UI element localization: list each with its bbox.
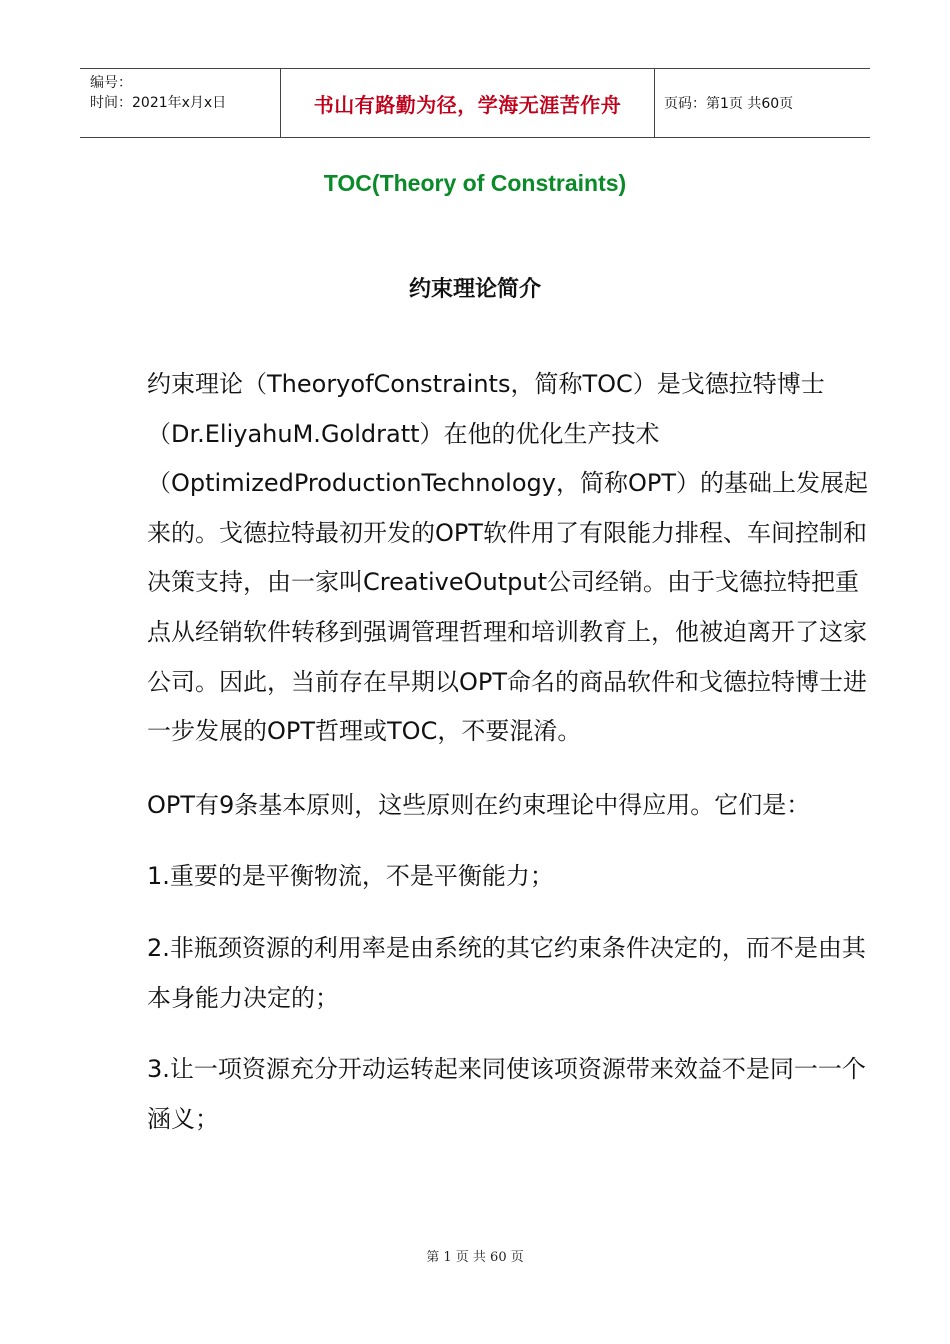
header-meta-cell <box>80 69 281 137</box>
principle-item-1: 1.重要的是平衡物流，不是平衡能力； <box>147 862 554 891</box>
intro-paragraph: 约束理论（TheoryofConstraints，简称TOC）是戈德拉特博士（Dr.EliyahuM.Goldratt）在他的优化生产技术（OptimizedProductionTechnology，简称OPT）的基础上发展起来的。戈德拉特最初开发的OPT软件用了有限能力排程、车间控制和决策支持，由一家叫CreativeOutput公司经销。由于戈德拉特把重点从经销软件转移到强调管理哲理和培训教育上，他被迫离开了这家公司。因此，当前存在早期以OPT命名的商品软件和戈德拉特博士进一步发展的OPT哲理或TOC，不要混淆。 <box>147 370 868 746</box>
time-label: 时间：2021年x月x日 <box>90 95 227 111</box>
document-subtitle: 约束理论简介 <box>408 277 541 302</box>
header-motto: 书山有路勤为径，学海无涯苦作舟 <box>281 69 655 137</box>
number-label: 编号： <box>90 75 132 91</box>
document-title: TOC(Theory of Constraints) <box>323 170 627 196</box>
page-footer: 第 1 页 共 60 页 <box>426 1250 524 1265</box>
header-page-info: 页码：第1页 共60页 <box>664 96 794 112</box>
principle-item-3: 3.让一项资源充分开动运转起来同使该项资源带来效益不是同一一个涵义； <box>147 1055 866 1133</box>
principles-intro-paragraph: OPT有9条基本原则，这些原则在约束理论中得应用。它们是： <box>147 790 811 819</box>
principle-item-2: 2.非瓶颈资源的利用率是由系统的其它约束条件决定的，而不是由其本身能力决定的； <box>147 933 866 1012</box>
document-body <box>147 360 877 1166</box>
page-header <box>80 68 870 138</box>
